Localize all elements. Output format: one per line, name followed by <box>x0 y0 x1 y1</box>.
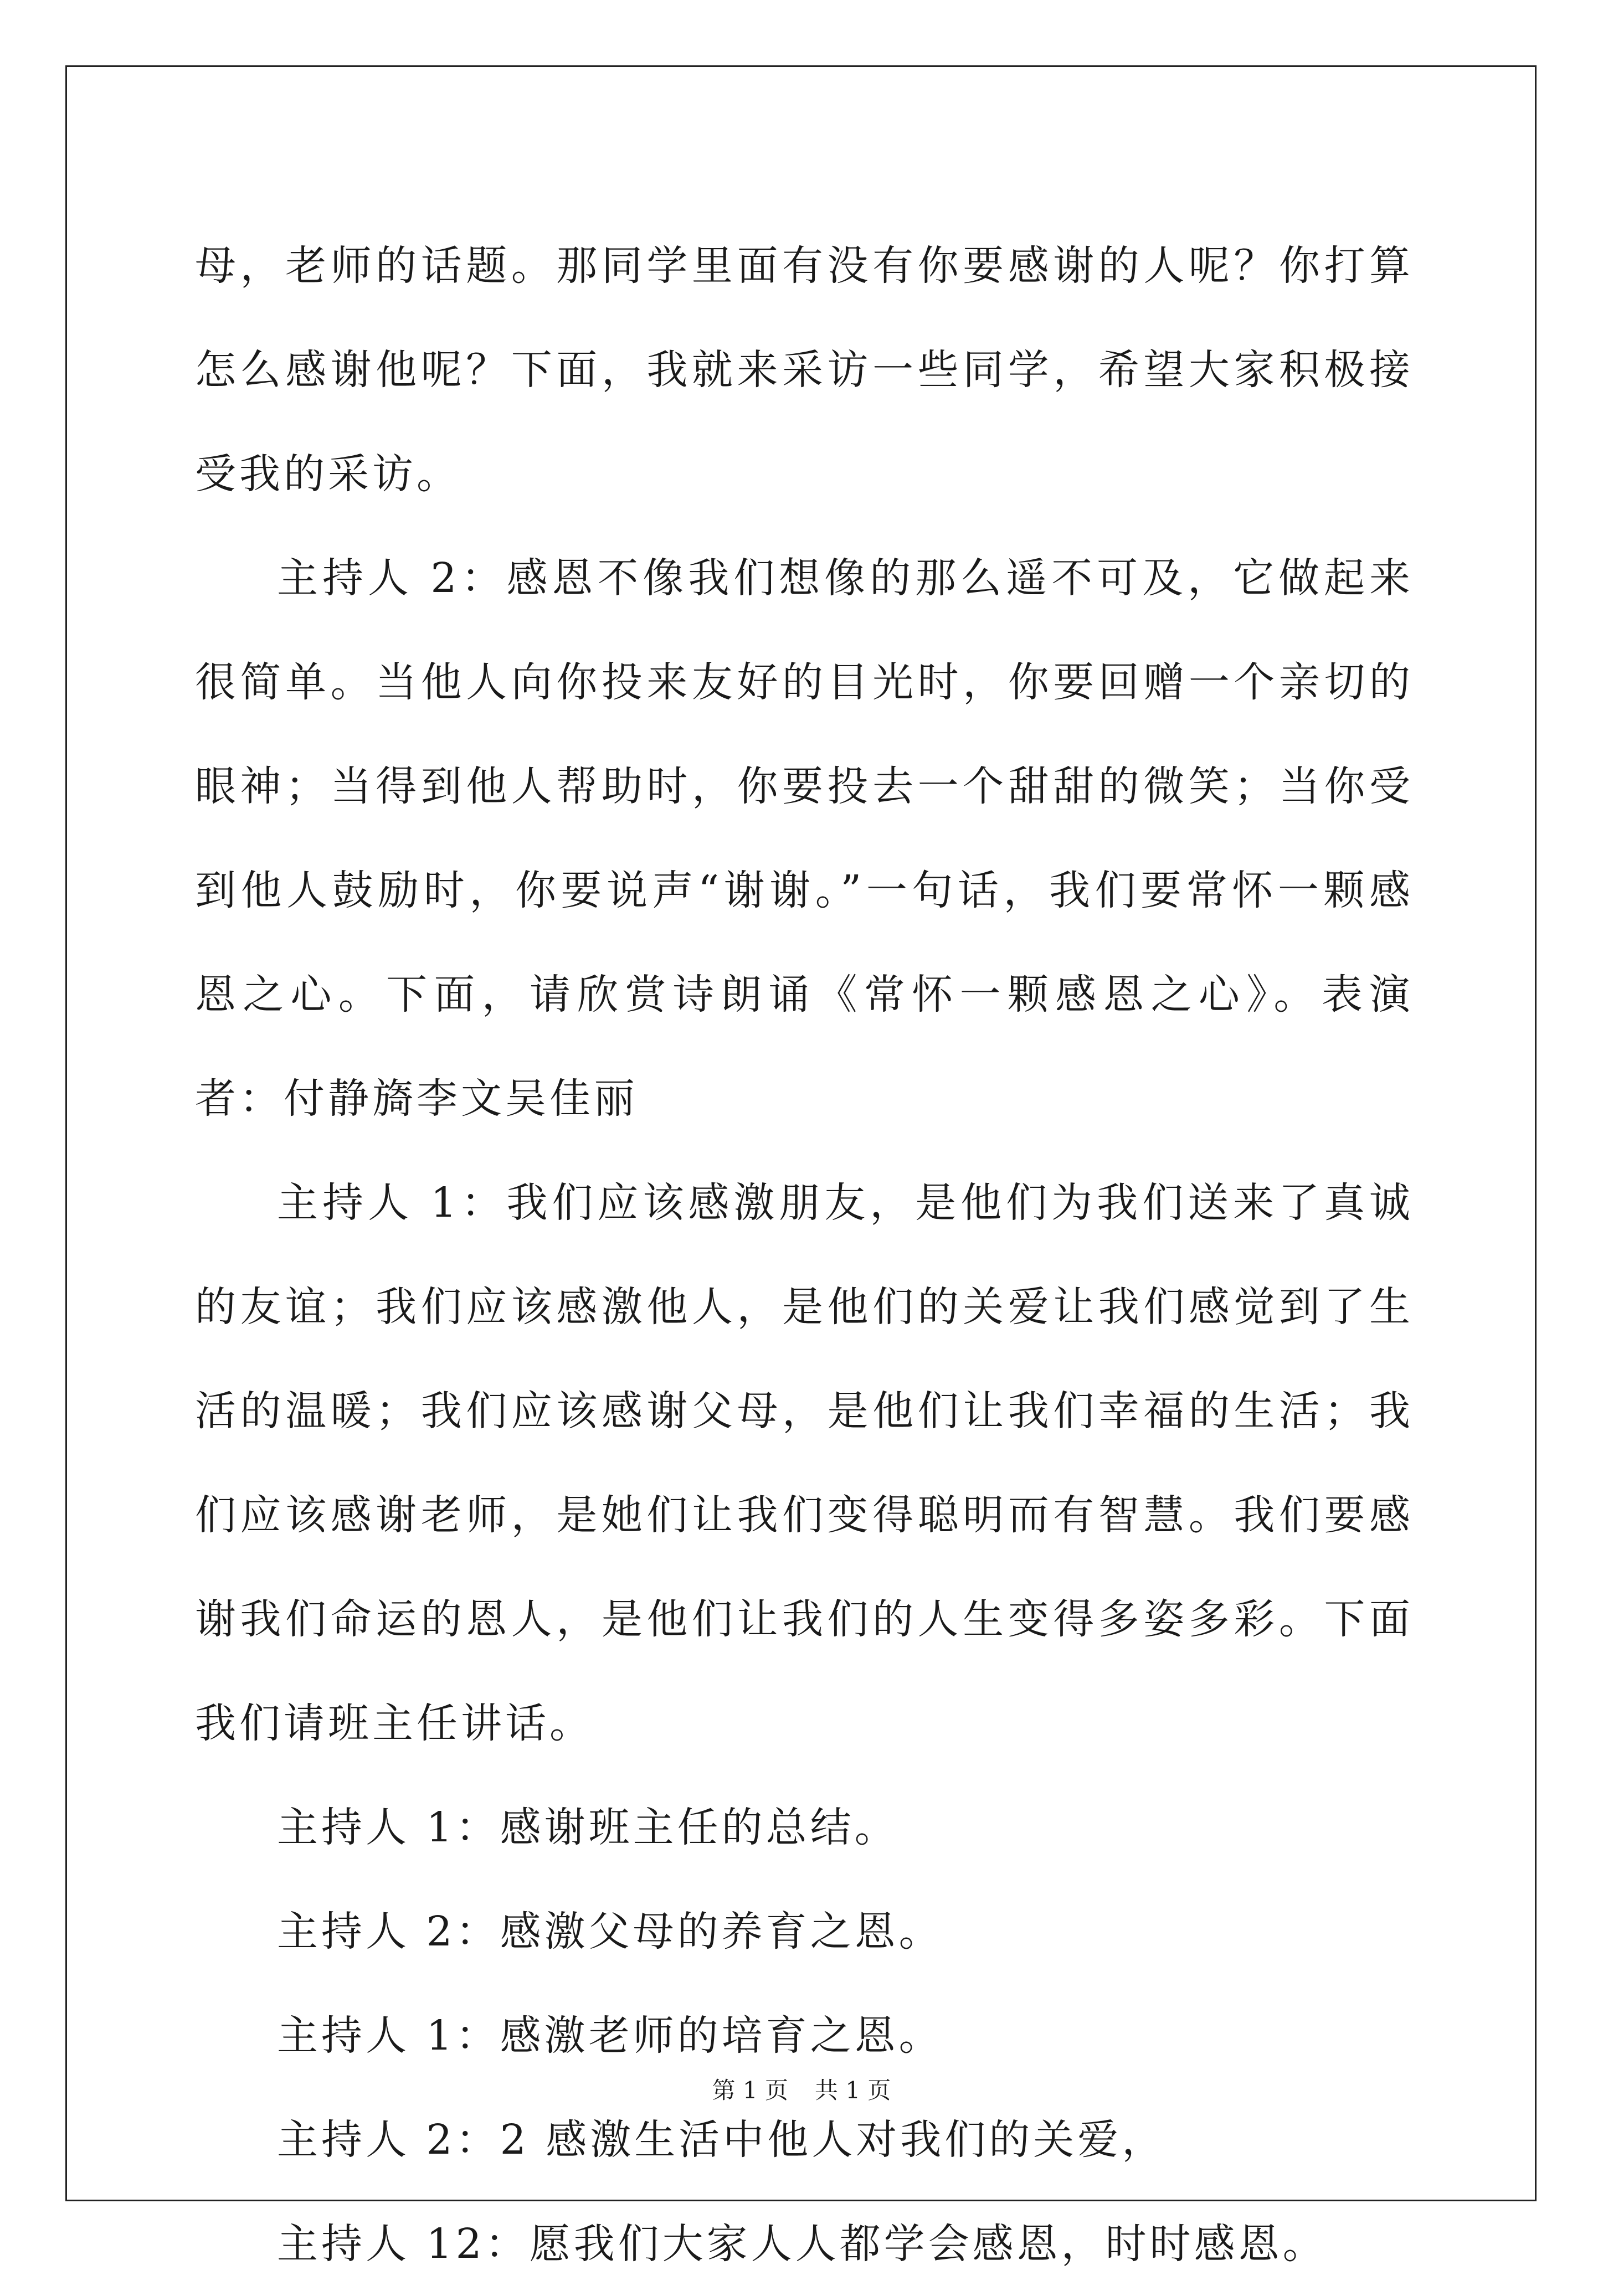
page-total: 共 1 页 <box>815 2077 891 2104</box>
paragraph-3: 主持人 1：我们应该感激朋友，是他们为我们送来了真诚的友谊；我们应该感激他人，是他们的关爱让我们感觉到了生活的温暖；我们应该感谢父母，是他们让我们幸福的生活；我们应该感谢老师，是她们让我们变得聪明而有智慧。我们要感谢我们命运的恩人，是他们让我们的人生变得多姿多彩。下面我们请班主任讲话。 <box>195 1179 1414 1747</box>
paragraph-8: 主持人 12：愿我们大家人人都学会感恩，时时感恩。 <box>277 2220 1327 2268</box>
paragraph-7: 主持人 2：2 感激生活中他人对我们的关爱， <box>277 2116 1167 2164</box>
paragraph-1: 母，老师的话题。那同学里面有没有你要感谢的人呢？你打算怎么感谢他呢？下面，我就来采访一些同学，希望大家积极接受我的采访。 <box>195 242 1414 498</box>
paragraph-4: 主持人 1：感谢班主任的总结。 <box>277 1804 899 1851</box>
paragraph-2: 主持人 2：感恩不像我们想像的那么遥不可及，它做起来很简单。当他人向你投来友好的目光时，你要回赠一个亲切的眼神；当得到他人帮助时，你要投去一个甜甜的微笑；当你受到他人鼓励时，你要说声“谢谢。”一句话，我们要常怀一颗感恩之心。下面，请欣赏诗朗诵《常怀一颗感恩之心》。表演者：付静旖李文吴佳丽 <box>195 554 1414 1123</box>
paragraph-5: 主持人 2：感激父母的养育之恩。 <box>277 1908 943 1955</box>
page-number: 第 1 页 <box>712 2077 788 2104</box>
page-footer <box>0 2074 1603 2107</box>
document-body <box>195 214 1414 2296</box>
paragraph-6: 主持人 1：感激老师的培育之恩。 <box>277 2012 943 2060</box>
